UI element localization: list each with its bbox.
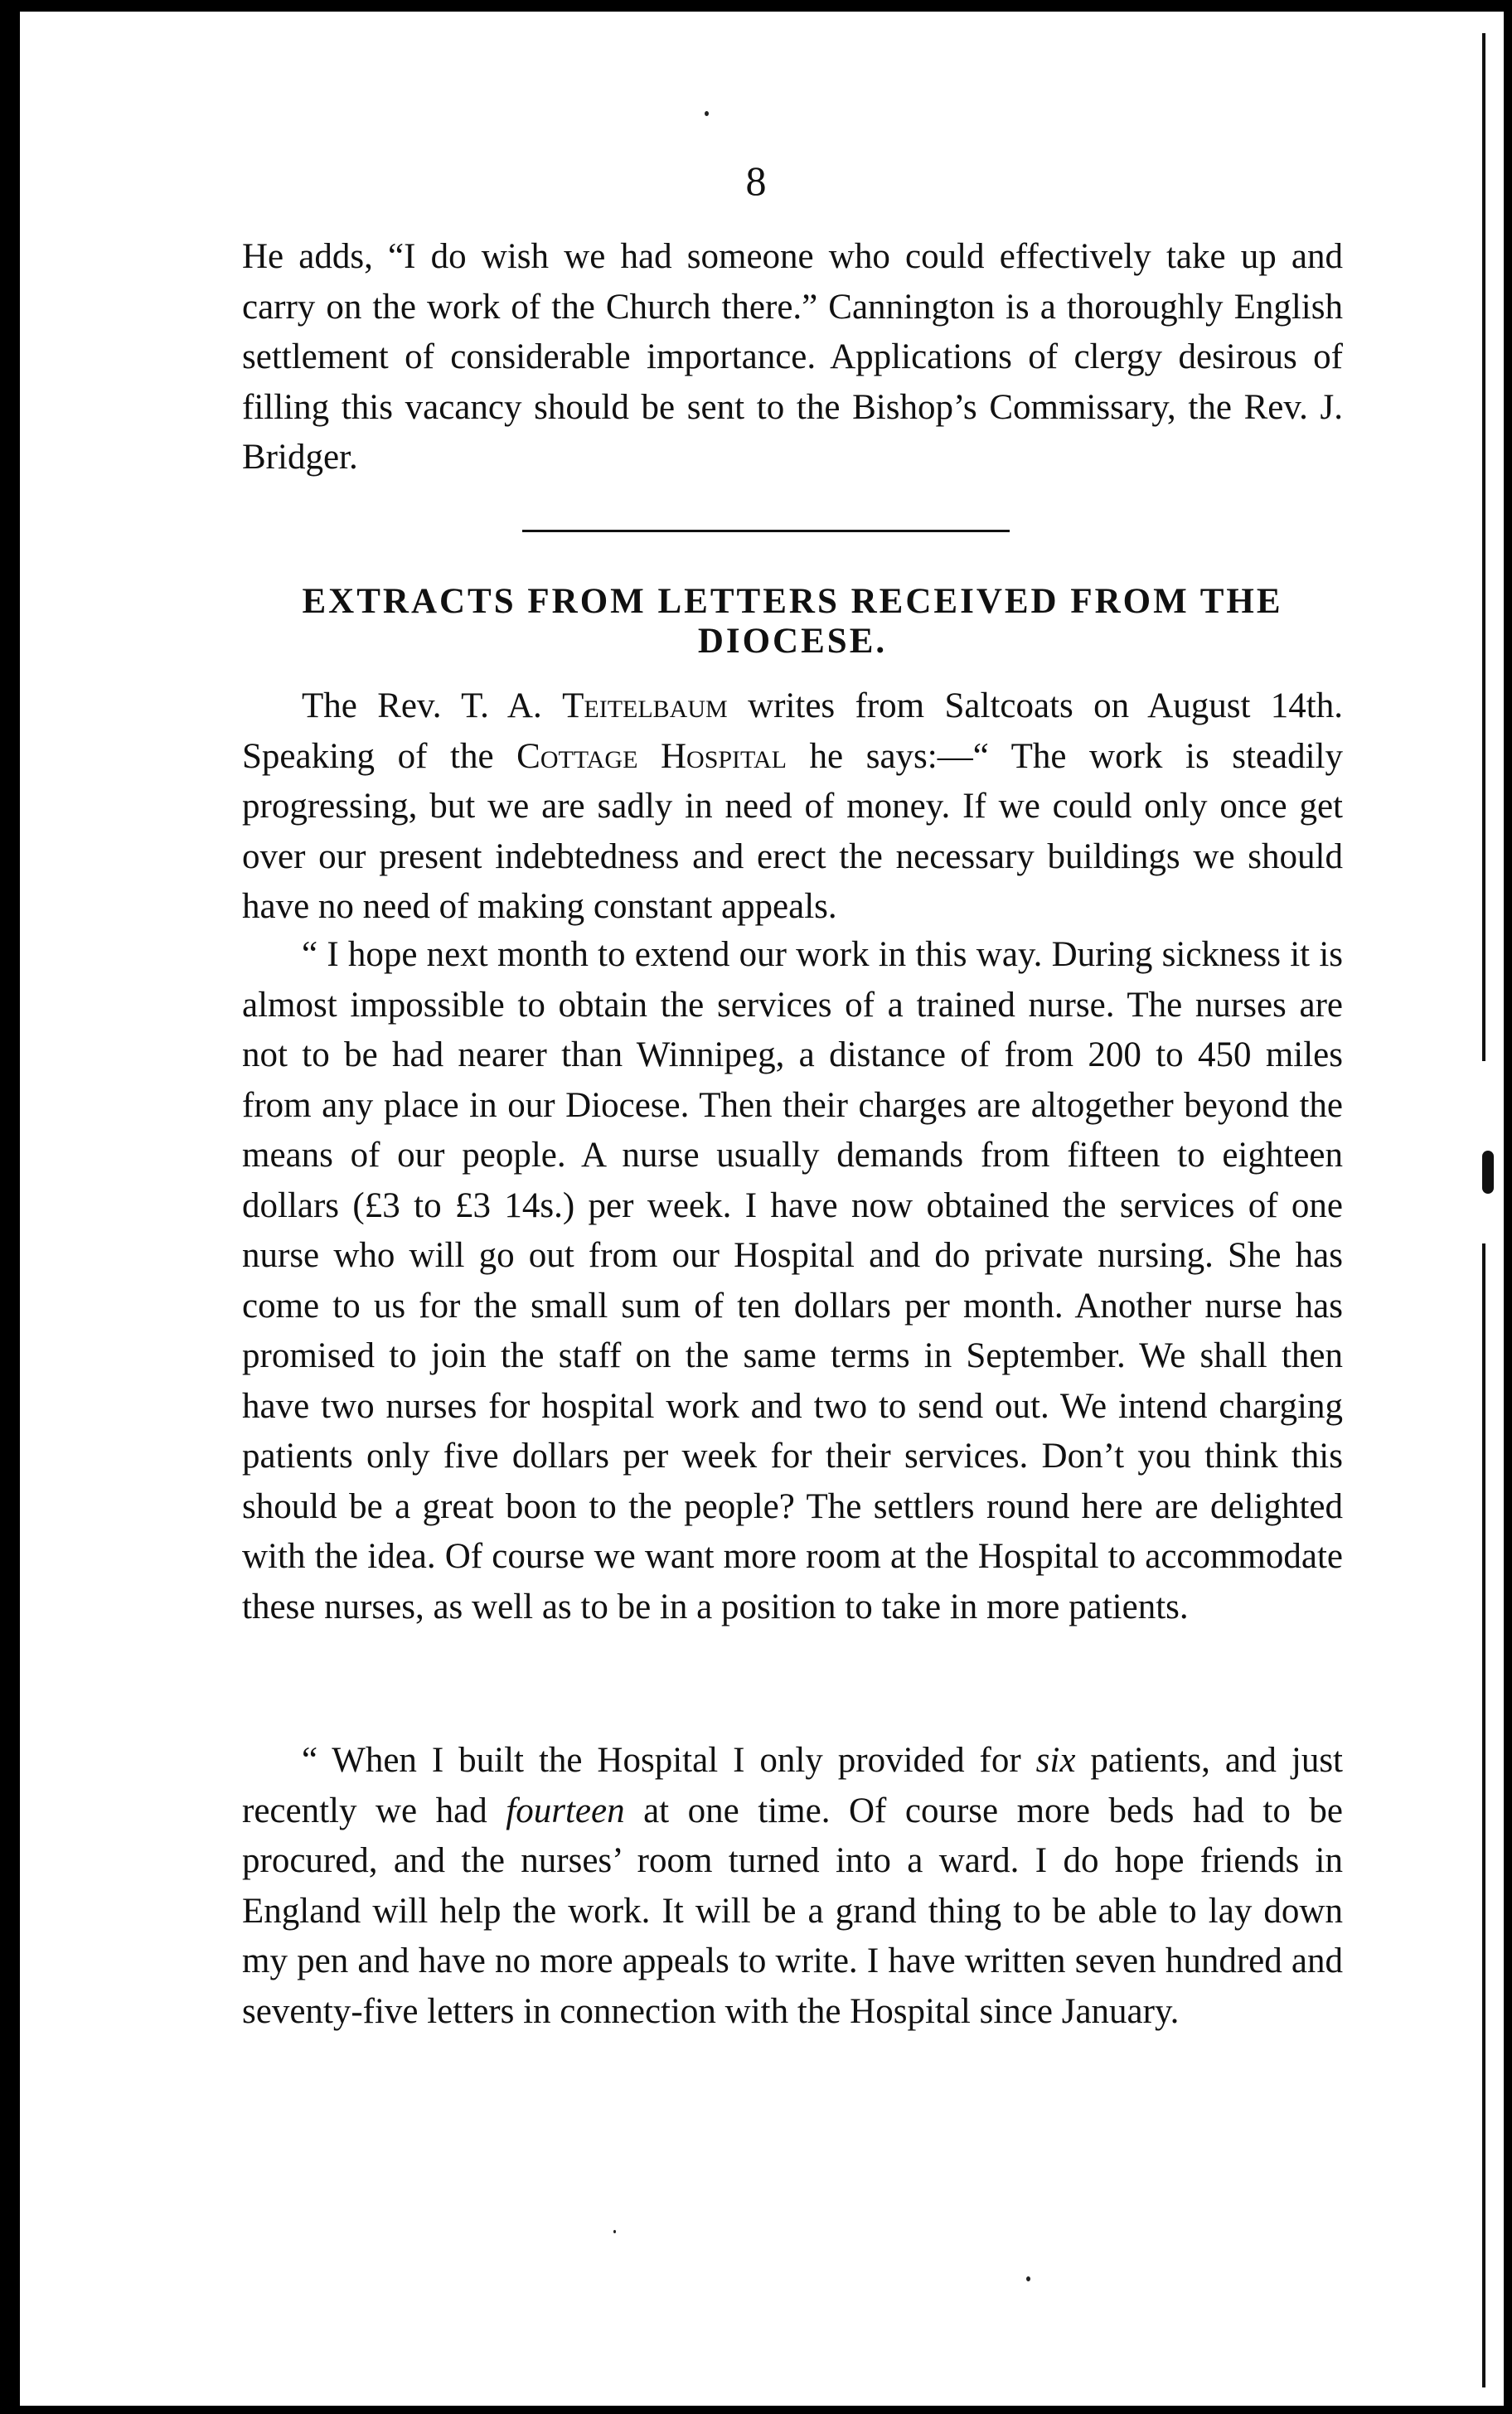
scan-border-left [0,0,20,2414]
scan-border-right [1504,0,1512,2414]
scan-border-bottom [0,2406,1512,2414]
intro-text-3: he says:—“ The work is steadily progressing, but we are sadly in need of money. If we could only once get over our present indebtedness and erect the necessary buildings we should have no need of making constant appeals. [242,736,1344,926]
patients-text-3: at one time. Of course more beds had to be procured, and the nurses’ room turned into a ward. I do hope friends in England will help the work. It will be a grand thing to be able to lay down my pen and have no more appeals to write. I have written seven hundred and seventy-five letters in connection with the Hospital since January. [242,1791,1343,2031]
scan-speck [705,111,709,116]
hospital-name: Cottage Hospital [516,736,787,776]
scan-border-top [0,0,1512,12]
emphasis-fourteen: fourteen [506,1791,625,1830]
intro-text-2: writes from Saltcoats on August 14th. Speaking of the [242,686,1343,776]
letter-paragraph-patients [242,1736,1343,2037]
correspondent-name: Teitelbaum [562,686,728,725]
page-number: 8 [745,158,767,204]
section-divider [522,530,1010,532]
continuation-paragraph: He adds, “I do wish we had someone who could effectively take up and carry on the work of the Church there.” Cannington is a thoroughly English settlement of considerable importance. Applications of clergy desirous of filling this vacancy should be sent to the Bishop’s Commissary, the Rev. J. Bridger. [242,237,1343,477]
patients-text-1: “ When I built the Hospital I only provided for [302,1741,1036,1780]
intro-text-1: The Rev. T. A. [302,686,563,725]
page-edge-notch [1482,1151,1494,1194]
scan-speck [1026,2276,1030,2281]
scan-speck [613,2230,616,2233]
letter-paragraph-nurses: “ I hope next month to extend our work in this way. During sickness it is almost impossible to obtain the services of a trained nurse. The nurses are not to be had nearer than Winnipeg, a distance of from 200 to 450 miles from any place in our Diocese. Then their charges are altogether beyond the means of our people. A nurse usually demands from fifteen to eighteen dollars (£3 to £3 14s.) per week. I have now obtained the services of one nurse who will go out from our Hospital and do private nursing. She has come to us for the small sum of ten dollars per month. Another nurse has promised to join the staff on the same terms in September. We shall then have two nurses for hospital work and two to send out. We intend charging patients only five dollars per week for their services. Don’t you think this should be a great boon to the people? The settlers round here are delighted with the idea. Of course we want more room at the Hospital to accommodate these nurses, as well as to be in a position to take in more patients. [242,935,1343,1626]
section-heading: EXTRACTS FROM LETTERS RECEIVED FROM THE DIOCESE. [302,582,1283,661]
letter-intro-paragraph [242,681,1343,933]
emphasis-six: six [1035,1741,1076,1780]
page-edge-shadow-lower [1482,1243,1485,2387]
patients-text-2: patients, and just recently we had [242,1741,1343,1830]
